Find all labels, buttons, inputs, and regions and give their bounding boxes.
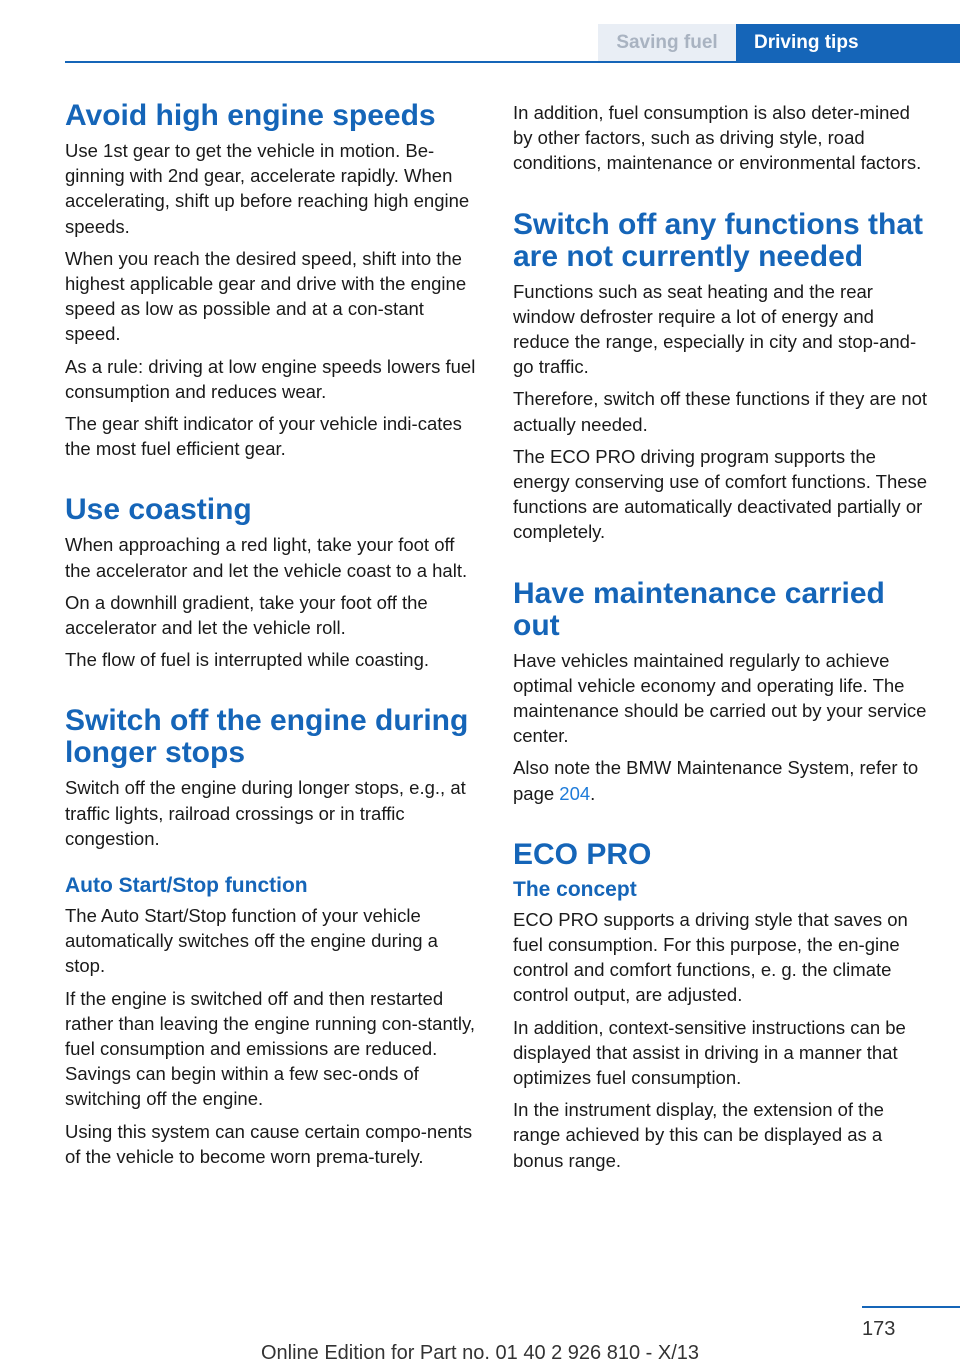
heading-eco-pro: ECO PRO xyxy=(513,837,652,871)
paragraph: The Auto Start/Stop function of your vehicle automatically switches off the engine during a stop. xyxy=(65,905,438,977)
paragraph: When approaching a red light, take your foot off the accelerator and let the vehicle coast to a halt. xyxy=(65,534,468,581)
paragraph: In addition, fuel consumption is also deter‐mined by other factors, such as driving style, road conditions, maintenance or environmental factors. xyxy=(513,102,922,174)
paragraph: Have vehicles maintained regularly to achieve optimal vehicle economy and operating life. The maintenance should be carried out by your service center. xyxy=(513,649,927,747)
paragraph: The gear shift indicator of your vehicle indi‐cates the most fuel efficient gear. xyxy=(65,413,462,460)
section-tab[interactable]: Saving fuel xyxy=(598,24,736,61)
paragraph: In the instrument display, the extension of the range achieved by this can be displayed as a bonus range. xyxy=(513,1099,884,1171)
paragraph: On a downhill gradient, take your foot off the accelerator and let the vehicle roll. xyxy=(65,591,428,639)
paragraph-text: . xyxy=(590,782,596,804)
subheading-the-concept: The concept xyxy=(513,877,637,901)
header-rule xyxy=(65,61,960,63)
paragraph: Functions such as seat heating and the rear window defroster require a lot of energy and reduce the range, especially in city and stop-and-go traffic. xyxy=(513,280,917,378)
edition-footer: Online Edition for Part no. 01 40 2 926 810 - X/13 xyxy=(260,1342,700,1364)
page-number: 173 xyxy=(862,1318,896,1340)
paragraph: ECO PRO supports a driving style that saves on fuel consumption. For this purpose, the en‐gine control and comfort functions, e. g. the climate control output, are adjusted. xyxy=(513,908,908,1006)
paragraph: Switch off the engine during longer stops, e.g., at traffic lights, railroad crossings or in traffic congestion. xyxy=(65,777,466,849)
heading-switch-off-functions: Switch off any functions that are not currently needed xyxy=(513,207,923,273)
paragraph: Use 1st gear to get the vehicle in motion. Be‐ginning with 2nd gear, accelerate rapidly. When accelerating, shift up before reaching high engine speeds. xyxy=(65,140,470,237)
paragraph: Using this system can cause certain compo‐nents of the vehicle to become worn prema‐turely. xyxy=(65,1120,473,1167)
page-link-204[interactable]: 204 xyxy=(559,782,591,804)
paragraph: Therefore, switch off these functions if they are not actually needed. xyxy=(513,388,928,435)
chapter-tab[interactable]: Driving tips xyxy=(736,24,960,61)
left-column xyxy=(65,100,477,1176)
paragraph-with-link xyxy=(513,755,933,805)
heading-avoid-high-engine-speeds: Avoid high engine speeds xyxy=(65,99,436,132)
heading-use-coasting: Use coasting xyxy=(65,493,252,527)
paragraph: When you reach the desired speed, shift into the highest applicable gear and drive with the engine speed as low as possible and at a con‐stant speed. xyxy=(65,247,467,345)
subheading-auto-start-stop: Auto Start/Stop function xyxy=(65,874,308,898)
page-header xyxy=(0,0,960,62)
paragraph: If the engine is switched off and then restarted rather than leaving the engine running con‐stantly, fuel consumption and emissions are reduced. Savings can begin within a few sec‐onds of switching off the engine. xyxy=(65,987,476,1110)
right-column xyxy=(513,100,933,1180)
paragraph: As a rule: driving at low engine speeds lowers fuel consumption and reduces wear. xyxy=(65,355,476,402)
paragraph-text: Also note the BMW Maintenance System, refer to page xyxy=(513,757,919,804)
paragraph: The ECO PRO driving program supports the energy conserving use of comfort functions. These functions are automatically deactivated partially or completely. xyxy=(513,445,928,543)
heading-maintenance: Have maintenance carried out xyxy=(513,576,885,642)
paragraph: In addition, context-sensitive instructions can be displayed that assist in driving in a manner that optimizes fuel consumption. xyxy=(513,1016,906,1089)
heading-switch-off-engine: Switch off the engine during longer stops xyxy=(65,704,469,770)
paragraph: The flow of fuel is interrupted while coasting. xyxy=(65,649,430,671)
footer-rule xyxy=(862,1306,960,1308)
